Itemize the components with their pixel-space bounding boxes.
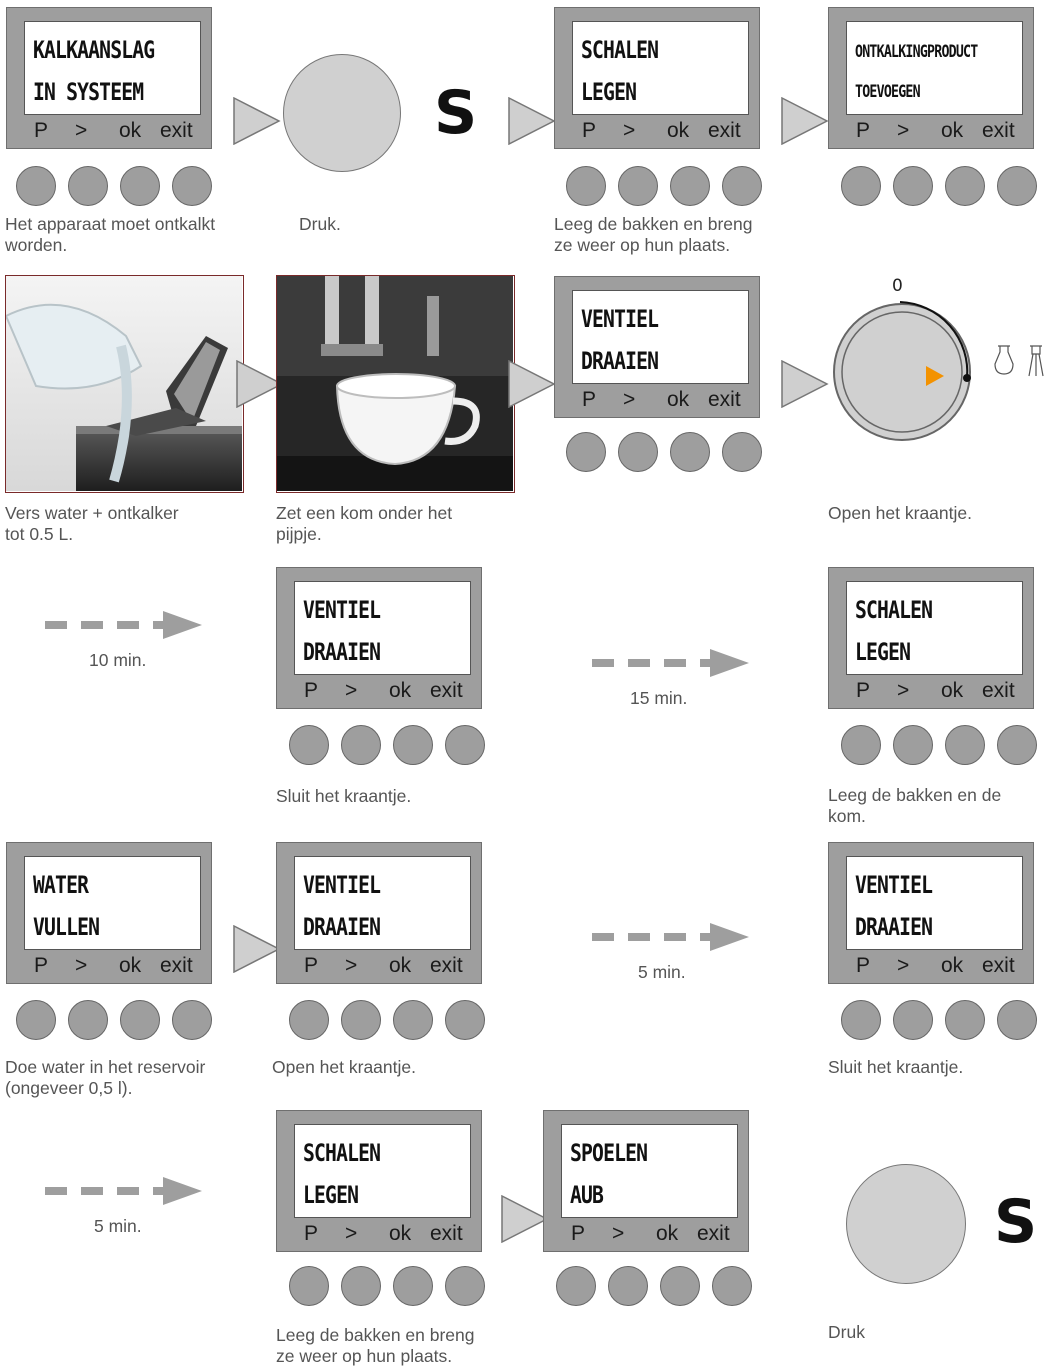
- lcd-line-1: VENTIEL: [855, 871, 933, 899]
- button-row: [289, 1000, 499, 1042]
- lcd-line-2: AUB: [570, 1181, 604, 1209]
- exit-label: exit: [160, 119, 193, 142]
- lcd-screen: [294, 1124, 471, 1218]
- p-label: P: [304, 1222, 319, 1245]
- next-button[interactable]: [341, 1266, 381, 1306]
- next-button[interactable]: [618, 432, 658, 472]
- photo-cup-under-spout: [276, 275, 515, 493]
- arrow-right-icon: [233, 97, 281, 145]
- next-label: >: [345, 679, 358, 702]
- p-label: P: [304, 954, 319, 977]
- button-row: [566, 166, 776, 208]
- exit-button[interactable]: [172, 166, 212, 206]
- arrow-right-icon: [508, 360, 556, 408]
- next-button[interactable]: [341, 725, 381, 765]
- display-panel-ventiel-draaien: [276, 842, 482, 984]
- next-label: >: [623, 388, 636, 411]
- caption-13: Druk: [828, 1322, 865, 1342]
- ok-label: ok: [119, 954, 142, 977]
- display-panel-spoelen-aub: [543, 1110, 749, 1252]
- lcd-screen: [846, 581, 1023, 675]
- display-panel-ventiel-draaien: [554, 276, 760, 418]
- caption-3: [554, 214, 753, 256]
- display-panel-water-vullen: [6, 842, 212, 984]
- caption-4: [5, 503, 179, 545]
- next-label: >: [345, 1222, 358, 1245]
- lcd-line-1: ONTKALKINGPRODUCT: [855, 42, 978, 62]
- lcd-screen: [846, 21, 1023, 115]
- lcd-line-2: LEGEN: [303, 1181, 359, 1209]
- caption-line: Leeg de bakken en de: [828, 785, 1002, 805]
- caption-8: [828, 785, 1001, 827]
- button-row: [289, 725, 499, 767]
- ok-label: ok: [667, 119, 690, 142]
- ok-label: ok: [941, 679, 964, 702]
- caption-11: Sluit het kraantje.: [828, 1057, 964, 1077]
- s-button-label: S: [994, 1187, 1038, 1257]
- caption-line: Leeg de bakken en breng: [276, 1325, 475, 1345]
- lcd-line-1: SCHALEN: [303, 1139, 381, 1167]
- ok-label: ok: [667, 388, 690, 411]
- next-label: >: [612, 1222, 625, 1245]
- caption-line: pijpje.: [276, 524, 322, 544]
- p-button[interactable]: [289, 725, 329, 765]
- caption-5: [276, 503, 452, 545]
- caption-2: Druk.: [299, 214, 341, 234]
- arrow-right-icon: [233, 925, 281, 973]
- lcd-line-2: DRAAIEN: [855, 913, 933, 941]
- p-button[interactable]: [289, 1266, 329, 1306]
- exit-button[interactable]: [997, 725, 1037, 765]
- caption-line: Zet een kom onder het: [276, 503, 453, 523]
- lcd-screen: [572, 290, 749, 384]
- lcd-screen: [294, 581, 471, 675]
- caption-line: (ongeveer 0,5 l).: [5, 1078, 133, 1098]
- lcd-line-2: TOEVOEGEN: [855, 82, 920, 102]
- lcd-screen: [561, 1124, 738, 1218]
- ok-button[interactable]: [945, 166, 985, 206]
- exit-label: exit: [708, 388, 741, 411]
- lcd-screen: [294, 856, 471, 950]
- p-button[interactable]: [289, 1000, 329, 1040]
- caption-line: tot 0.5 L.: [5, 524, 74, 544]
- caption-line: ze weer op hun plaats.: [554, 235, 731, 255]
- knob-zero-label: 0: [892, 276, 903, 296]
- p-button[interactable]: [16, 166, 56, 206]
- ok-button[interactable]: [660, 1266, 700, 1306]
- ok-button[interactable]: [120, 166, 160, 206]
- next-label: >: [897, 679, 910, 702]
- ok-button[interactable]: [670, 432, 710, 472]
- lcd-screen: [24, 21, 201, 115]
- display-panel-kalkaanslag: [6, 7, 212, 149]
- exit-button[interactable]: [445, 1266, 485, 1306]
- ok-label: ok: [389, 954, 412, 977]
- exit-label: exit: [708, 119, 741, 142]
- p-label: P: [582, 388, 597, 411]
- caption-line: Doe water in het reservoir: [5, 1057, 206, 1077]
- ok-button[interactable]: [670, 166, 710, 206]
- arrow-right-icon: [781, 360, 829, 408]
- exit-button[interactable]: [722, 166, 762, 206]
- lcd-line-2: DRAAIEN: [581, 347, 659, 375]
- p-label: P: [582, 119, 597, 142]
- next-button[interactable]: [68, 1000, 108, 1040]
- exit-button[interactable]: [997, 166, 1037, 206]
- lcd-screen: [846, 856, 1023, 950]
- exit-label: exit: [430, 679, 463, 702]
- lcd-line-1: VENTIEL: [303, 871, 381, 899]
- next-label: >: [897, 954, 910, 977]
- lcd-line-1: SPOELEN: [570, 1139, 648, 1167]
- next-label: >: [345, 954, 358, 977]
- next-label: >: [75, 954, 88, 977]
- exit-label: exit: [697, 1222, 730, 1245]
- ok-button[interactable]: [120, 1000, 160, 1040]
- display-panel-ventiel-draaien: [828, 842, 1034, 984]
- caption-line: ze weer op hun plaats.: [276, 1346, 453, 1366]
- caption-line: kom.: [828, 806, 866, 826]
- exit-label: exit: [982, 679, 1015, 702]
- dashed-arrow-icon: [45, 1176, 205, 1206]
- caption-9: [5, 1057, 205, 1099]
- next-button[interactable]: [893, 725, 933, 765]
- arrow-right-icon: [508, 97, 556, 145]
- caption-line: Het apparaat moet ontkalkt: [5, 214, 216, 234]
- exit-button[interactable]: [445, 725, 485, 765]
- next-label: >: [75, 119, 88, 142]
- display-panel-schalen-legen: [554, 7, 760, 149]
- next-button[interactable]: [893, 166, 933, 206]
- exit-button[interactable]: [722, 432, 762, 472]
- ok-button[interactable]: [393, 1000, 433, 1040]
- arrow-right-icon: [501, 1195, 549, 1243]
- button-row: [556, 1266, 766, 1308]
- next-button[interactable]: [893, 1000, 933, 1040]
- p-button[interactable]: [556, 1266, 596, 1306]
- display-panel-schalen-legen: [828, 567, 1034, 709]
- duration-label: 5 min.: [94, 1216, 142, 1236]
- next-button[interactable]: [608, 1266, 648, 1306]
- caption-line: worden.: [5, 235, 68, 255]
- lcd-line-2: DRAAIEN: [303, 913, 381, 941]
- arrow-right-icon: [781, 97, 829, 145]
- p-button[interactable]: [841, 1000, 881, 1040]
- s-button-label: S: [434, 78, 478, 148]
- p-label: P: [856, 679, 871, 702]
- next-button[interactable]: [618, 166, 658, 206]
- ok-button[interactable]: [945, 1000, 985, 1040]
- p-button[interactable]: [566, 432, 606, 472]
- dashed-arrow-icon: [592, 648, 752, 678]
- s-button-circle[interactable]: [283, 54, 401, 172]
- exit-label: exit: [982, 954, 1015, 977]
- p-button[interactable]: [841, 725, 881, 765]
- button-row: [841, 166, 1051, 208]
- ok-button[interactable]: [945, 725, 985, 765]
- caption-1: [5, 214, 215, 256]
- ok-button[interactable]: [393, 1266, 433, 1306]
- p-label: P: [856, 954, 871, 977]
- lcd-line-1: SCHALEN: [581, 36, 659, 64]
- next-label: >: [623, 119, 636, 142]
- exit-label: exit: [430, 1222, 463, 1245]
- ok-label: ok: [941, 954, 964, 977]
- lcd-line-2: DRAAIEN: [303, 638, 381, 666]
- exit-button[interactable]: [997, 1000, 1037, 1040]
- button-row: [289, 1266, 499, 1308]
- button-row: [566, 432, 776, 474]
- ok-label: ok: [941, 119, 964, 142]
- lcd-screen: [572, 21, 749, 115]
- caption-7: Sluit het kraantje.: [276, 786, 412, 806]
- next-button[interactable]: [341, 1000, 381, 1040]
- p-button[interactable]: [16, 1000, 56, 1040]
- lcd-line-2: LEGEN: [855, 638, 911, 666]
- ok-button[interactable]: [393, 725, 433, 765]
- caption-line: Vers water + ontkalker: [5, 503, 179, 523]
- lcd-line-2: IN SYSTEEM: [33, 78, 144, 106]
- exit-button[interactable]: [172, 1000, 212, 1040]
- caption-6: Open het kraantje.: [828, 503, 972, 523]
- p-label: P: [34, 954, 49, 977]
- p-button[interactable]: [841, 166, 881, 206]
- button-row: [16, 1000, 226, 1042]
- valve-knob-icon: [832, 280, 1052, 470]
- photo-filling-water-tank: [5, 275, 244, 493]
- button-row: [841, 1000, 1051, 1042]
- lcd-line-2: LEGEN: [581, 78, 637, 106]
- ok-label: ok: [119, 119, 142, 142]
- p-label: P: [571, 1222, 586, 1245]
- button-row: [841, 725, 1051, 767]
- button-row: [16, 166, 226, 208]
- p-button[interactable]: [566, 166, 606, 206]
- lcd-screen: [24, 856, 201, 950]
- dashed-arrow-icon: [592, 922, 752, 952]
- display-panel-schalen-legen: [276, 1110, 482, 1252]
- exit-label: exit: [160, 954, 193, 977]
- caption-line: Leeg de bakken en breng: [554, 214, 753, 234]
- lcd-line-1: VENTIEL: [303, 596, 381, 624]
- duration-label: 15 min.: [630, 688, 688, 708]
- lcd-line-1: KALKAANSLAG: [33, 36, 155, 64]
- duration-label: 5 min.: [638, 962, 686, 982]
- p-label: P: [856, 119, 871, 142]
- ok-label: ok: [656, 1222, 679, 1245]
- dashed-arrow-icon: [45, 610, 205, 640]
- ok-label: ok: [389, 1222, 412, 1245]
- lcd-line-1: SCHALEN: [855, 596, 933, 624]
- exit-button[interactable]: [712, 1266, 752, 1306]
- caption-12: [276, 1325, 475, 1367]
- lcd-line-1: VENTIEL: [581, 305, 659, 333]
- exit-label: exit: [982, 119, 1015, 142]
- p-label: P: [34, 119, 49, 142]
- caption-10: Open het kraantje.: [272, 1057, 416, 1077]
- duration-label: 10 min.: [89, 650, 147, 670]
- s-button-circle[interactable]: [846, 1164, 966, 1284]
- p-label: P: [304, 679, 319, 702]
- next-label: >: [897, 119, 910, 142]
- lcd-line-2: VULLEN: [33, 913, 100, 941]
- display-panel-ontkalkingproduct: [828, 7, 1034, 149]
- display-panel-ventiel-draaien: [276, 567, 482, 709]
- exit-button[interactable]: [445, 1000, 485, 1040]
- exit-label: exit: [430, 954, 463, 977]
- lcd-line-1: WATER: [33, 871, 89, 899]
- next-button[interactable]: [68, 166, 108, 206]
- ok-label: ok: [389, 679, 412, 702]
